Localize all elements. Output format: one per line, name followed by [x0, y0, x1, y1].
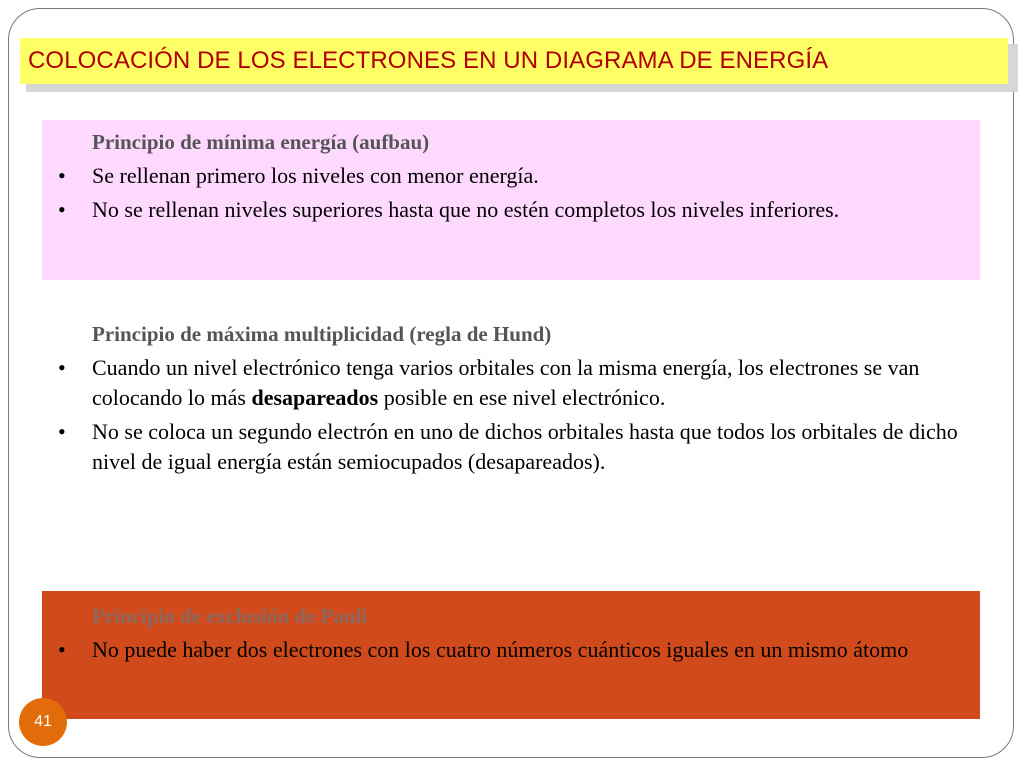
bullet-icon: •	[58, 163, 66, 188]
hund-bullet-1-text-before: Cuando un nivel electrónico tenga varios orbitales con la misma energía, los electrones se van colocando lo más	[92, 355, 920, 410]
pauli-section	[42, 591, 980, 719]
bullet-icon: •	[58, 637, 66, 662]
aufbau-section	[42, 120, 980, 280]
hund-section	[42, 314, 980, 574]
hund-bullet-1-text-after: posible en ese nivel electrónico.	[378, 385, 666, 410]
pauli-bullet-1	[58, 635, 960, 665]
pauli-heading: Principio de exclusión de Pauli	[92, 604, 368, 628]
bullet-icon: •	[58, 355, 66, 380]
aufbau-bullet-1-text: Se rellenan primero los niveles con menor energía.	[92, 163, 539, 188]
slide-title: COLOCACIÓN DE LOS ELECTRONES EN UN DIAGRAMA DE ENERGÍA	[28, 47, 829, 74]
hund-bullet-1-bold: desapareados	[251, 385, 379, 410]
page-number: 41	[34, 713, 52, 730]
aufbau-bullet-1	[58, 161, 960, 191]
hund-bullet-2	[58, 417, 960, 477]
page-number-badge	[19, 698, 67, 746]
aufbau-heading: Principio de mínima energía (aufbau)	[92, 130, 430, 154]
aufbau-bullet-2-text: No se rellenan niveles superiores hasta que no estén completos los niveles inferiores.	[92, 197, 840, 222]
pauli-bullet-1-text: No puede haber dos electrones con los cuatro números cuánticos iguales en un mismo átomo	[92, 637, 909, 662]
title-bar	[20, 38, 1008, 84]
hund-heading: Principio de máxima multiplicidad (regla de Hund)	[92, 322, 552, 346]
bullet-icon: •	[58, 197, 66, 222]
bullet-icon: •	[58, 419, 66, 444]
hund-bullet-2-text: No se coloca un segundo electrón en uno de dichos orbitales hasta que todos los orbitales de dicho nivel de igual energía están semiocupados (desapareados).	[92, 419, 958, 474]
aufbau-bullet-2	[58, 195, 960, 225]
hund-bullet-1	[58, 353, 960, 413]
